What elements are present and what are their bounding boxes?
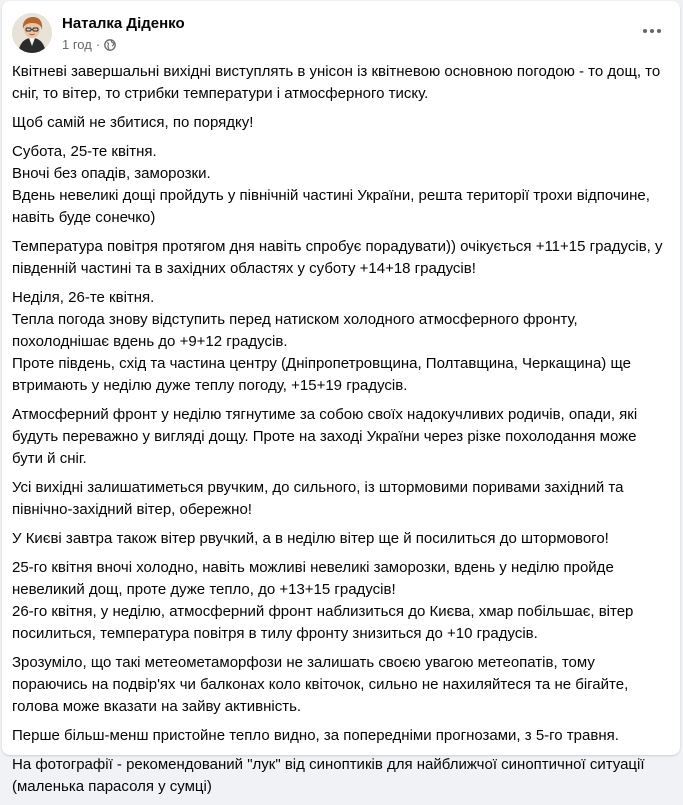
post-paragraph — [12, 141, 678, 229]
post-card — [2, 1, 680, 795]
author-name[interactable]: Наталка Діденко — [62, 15, 185, 32]
post-paragraph — [12, 112, 678, 134]
post-text-line: (маленька парасоля у сумці) — [12, 778, 212, 795]
post-paragraph — [12, 236, 678, 280]
post-text-line: Тепла погода знову відступить перед натиском холодного атмосферного фронту, — [12, 311, 578, 328]
post-paragraph — [12, 477, 678, 521]
post-text-line: Перше більш-менш пристойне тепло видно, за попередніми прогнозами, з 5-го травня. — [12, 727, 619, 744]
post-text-line: Квітневі завершальні вихідні виступлять в унісон із квітневою основною погодою - то дощ, то — [12, 63, 661, 80]
post-text-line: посилиться, температура повітря в тилу фронту знизиться до +10 градусів. — [12, 625, 538, 642]
dot — [657, 29, 661, 33]
author-avatar[interactable] — [12, 13, 52, 53]
post-text-line: Усі вихідні залишатиметься рвучким, до сильного, із штормовими поривами західний та — [12, 479, 624, 496]
post-text-line: південній частині та в західних областях у суботу +14+18 градусів! — [12, 260, 476, 277]
globe-icon[interactable] — [104, 39, 116, 51]
post-text-line: Вдень невеликі дощі пройдуть у північній частині України, решта території трохи відпочине, — [12, 187, 650, 204]
post-text-line: Неділя, 26-те квітня. — [12, 289, 155, 306]
post-text-line: Вночі без опадів, заморозки. — [12, 165, 211, 182]
post-text-line: бути й сніг. — [12, 450, 87, 467]
post-paragraph — [12, 652, 678, 718]
post-text-line: Температура повітря протягом дня навіть спробує порадувати)) очікується +11+15 градусів, у — [12, 238, 663, 255]
meta-separator: · — [95, 37, 101, 52]
post-text-line: втримають у неділю дуже теплу погоду, +15+19 градусів. — [12, 377, 408, 394]
post-text-line: похолоднішає вдень до +9+12 градусів. — [12, 333, 288, 350]
post-text-line: сніг, то вітер, то стрибки температури і атмосферного тиску. — [12, 85, 429, 102]
post-time[interactable]: 1 год — [62, 37, 92, 52]
post-text-line: Субота, 25-те квітня. — [12, 143, 157, 160]
post-paragraph — [12, 725, 678, 747]
post-text-line: Атмосферний фронт у неділю тягнутиме за собою своїх надокучливих родичів, опади, які — [12, 406, 638, 423]
post-text-line: навіть буде сонечко) — [12, 209, 156, 226]
post-paragraph — [12, 557, 678, 645]
post-text-line: північно-західний вітер, обережно! — [12, 501, 252, 518]
more-options-icon — [643, 29, 647, 33]
post-text-line: Зрозуміло, що такі метеометаморфози не залишать своєю увагою метеопатів, тому — [12, 654, 595, 671]
post-text-line: На фотографії - рекомендований "лук" від синоптиків для найближчої синоптичної ситуації — [12, 756, 645, 773]
post-text-line: будуть переважно у вигляді дощу. Проте на заході України через різке похолодання може — [12, 428, 637, 445]
post-text-line: голова може вказати на зайву активність. — [12, 698, 302, 715]
post-paragraph — [12, 754, 678, 798]
post-header — [2, 1, 680, 59]
post-text-line: невеликий дощ, проте дуже тепло, до +13+15 градусів! — [12, 581, 396, 598]
post-text-line: У Києві завтра також вітер рвучкий, а в неділю вітер ще й посилиться до штормового! — [12, 530, 609, 547]
post-text-line: Проте південь, схід та частина центру (Дніпропетровщина, Полтавщина, Черкащина) ще — [12, 355, 631, 372]
post-text — [12, 61, 678, 805]
dot — [650, 29, 654, 33]
post-text-line: пораючись на подвір'ях чи балконах коло квіточок, сильно не нахиляйтеся та не бігайте, — [12, 676, 629, 693]
post-paragraph — [12, 404, 678, 470]
post-text-line: Щоб самій не збитися, по порядку! — [12, 114, 254, 131]
post-meta — [62, 37, 116, 52]
avatar-photo-icon — [12, 13, 52, 53]
post-text-line: 25-го квітня вночі холодно, навіть можливі невеликі заморозки, вдень у неділю пройде — [12, 559, 614, 576]
more-options-button[interactable] — [634, 17, 670, 45]
post-paragraph — [12, 287, 678, 397]
post-paragraph — [12, 528, 678, 550]
post-text-line: 26-го квітня, у неділю, атмосферний фронт наблизиться до Києва, хмар побільшає, вітер — [12, 603, 634, 620]
post-paragraph — [12, 61, 678, 105]
